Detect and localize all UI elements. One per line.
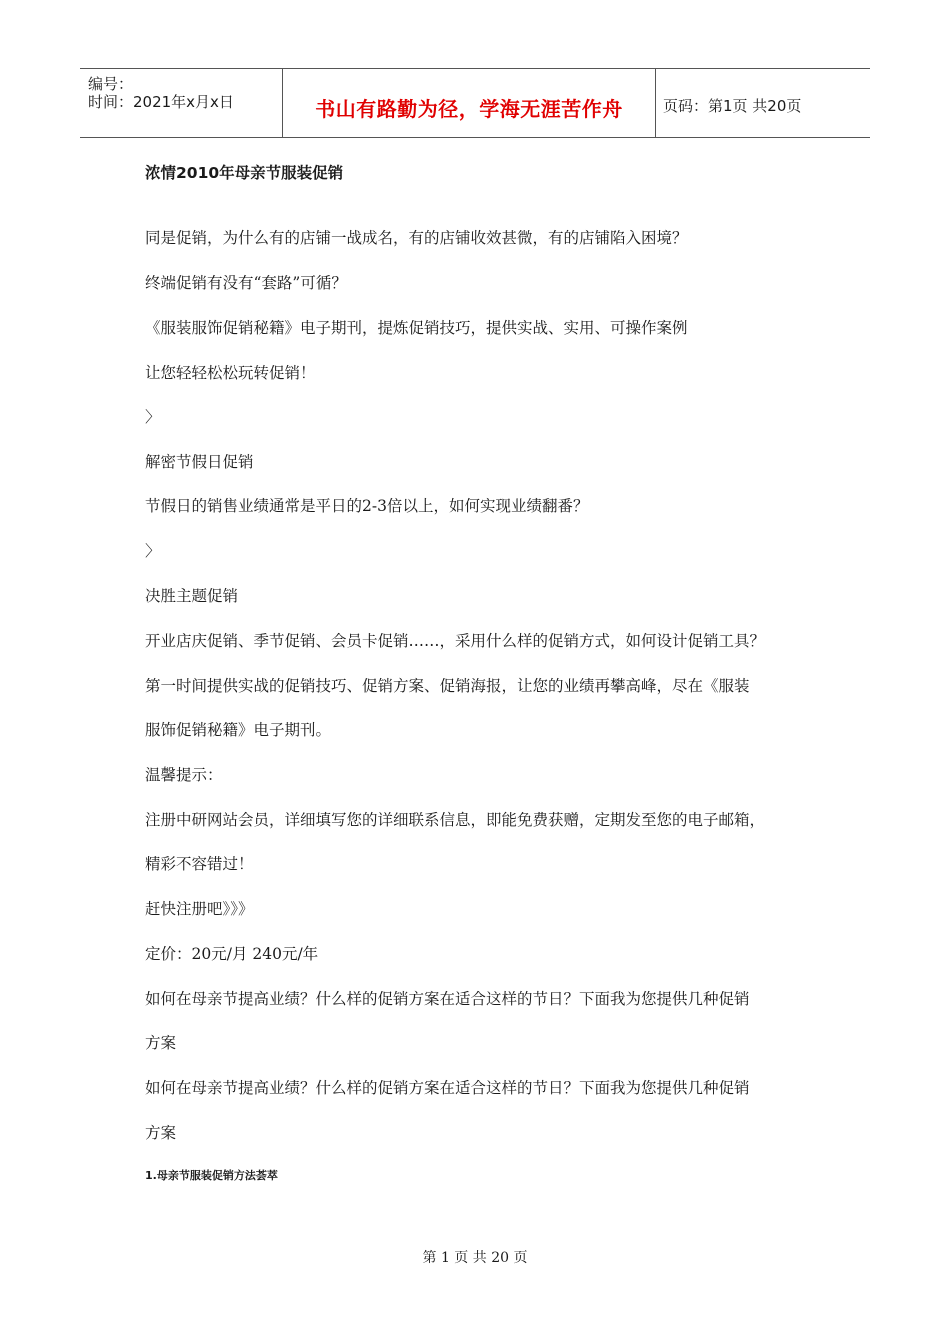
- paragraph: 〉: [145, 408, 161, 426]
- price-line: 定价：20元/月 240元/年: [145, 945, 319, 963]
- header-left-cell: [80, 69, 282, 137]
- paragraph: 如何在母亲节提高业绩？什么样的促销方案在适合这样的节日？下面我为您提供几种促销: [145, 990, 750, 1008]
- paragraph: 注册中研网站会员，详细填写您的详细联系信息，即能免费获赠，定期发至您的电子邮箱，: [145, 811, 766, 829]
- page-footer: 第 1 页 共 20 页: [422, 1250, 528, 1266]
- doc-title: 浓情2010年母亲节服装促销: [145, 164, 344, 182]
- paragraph: 方案: [145, 1124, 177, 1142]
- paragraph: 第一时间提供实战的促销技巧、促销方案、促销海报，让您的业绩再攀高峰，尽在《服装: [145, 677, 750, 695]
- paragraph: 解密节假日促销: [145, 453, 254, 471]
- paragraph: 节假日的销售业绩通常是平日的2-3倍以上，如何实现业绩翻番？: [145, 497, 589, 515]
- motto: 书山有路勤为径，学海无涯苦作舟: [315, 97, 623, 121]
- paragraph: 温馨提示：: [145, 766, 223, 784]
- paragraph: 精彩不容错过！: [145, 855, 254, 873]
- paragraph: 方案: [145, 1034, 177, 1052]
- page-info: 页码：第1页 共20页: [663, 97, 802, 115]
- header-table: [80, 68, 870, 138]
- paragraph: 赶快注册吧》》》: [145, 900, 254, 918]
- header-right-cell: [655, 69, 870, 137]
- paragraph: 决胜主题促销: [145, 587, 239, 605]
- paragraph: 开业店庆促销、季节促销、会员卡促销……，采用什么样的促销方式，如何设计促销工具？: [145, 632, 766, 650]
- time-label: 时间：2021年x月x日: [88, 93, 234, 111]
- paragraph: 如何在母亲节提高业绩？什么样的促销方案在适合这样的节日？下面我为您提供几种促销: [145, 1079, 750, 1097]
- paragraph: 《服装服饰促销秘籍》电子期刊，提炼促销技巧，提供实战、实用、可操作案例: [145, 319, 688, 337]
- section-heading: 1.母亲节服装促销方法荟萃: [145, 1169, 278, 1182]
- paragraph: 让您轻轻松松玩转促销！: [145, 364, 316, 382]
- paragraph: 终端促销有没有“套路”可循？: [145, 274, 347, 292]
- paragraph: 服饰促销秘籍》电子期刊。: [145, 721, 332, 739]
- paragraph: 同是促销，为什么有的店铺一战成名，有的店铺收效甚微，有的店铺陷入困境？: [145, 229, 688, 247]
- paragraph: 〉: [145, 542, 161, 560]
- serial-label: 编号：: [88, 75, 134, 93]
- header-center-cell: [282, 69, 656, 137]
